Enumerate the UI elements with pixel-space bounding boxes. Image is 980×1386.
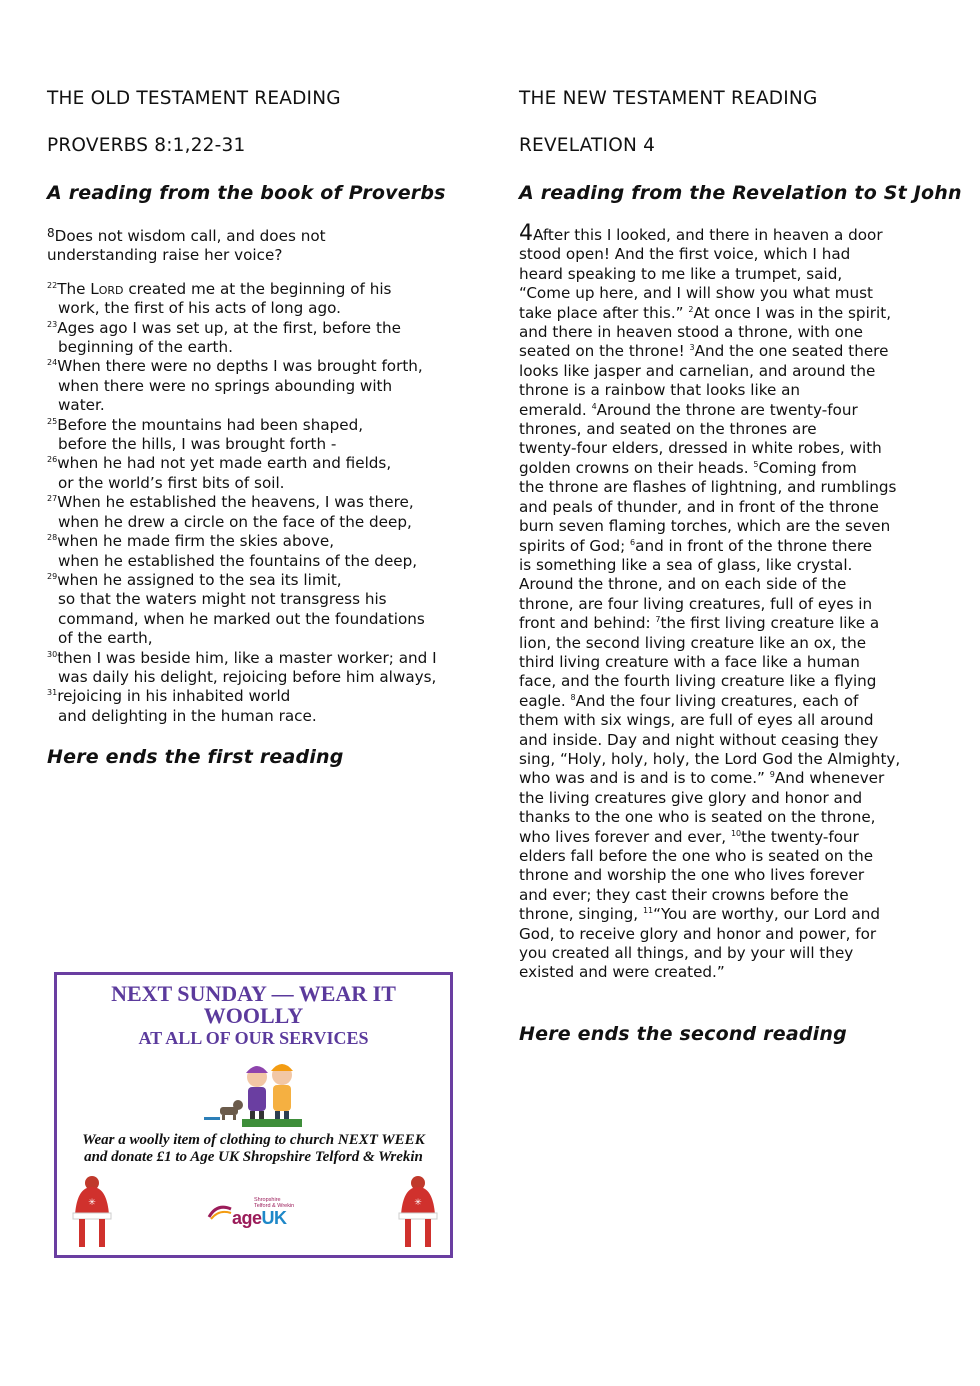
text-line: who lives forever and ever, $^{10}$the twenty-four: [519, 827, 859, 846]
woolly-hat-icon: [393, 1175, 443, 1251]
poster-description: Wear a woolly item of clothing to church NEXT WEEK and donate £1 to Age UK Shropshire Telford & Wrekin: [82, 1132, 425, 1165]
text-line: emerald. $^4$Around the throne are twenty-four: [519, 400, 858, 419]
verse-number: 30: [47, 649, 58, 659]
text-line: looks like jasper and carnelian, and around the: [519, 361, 876, 380]
text-line: golden crowns on their heads. $^5$Coming from: [519, 458, 857, 477]
text-line: “Come up here, and I will show you what must: [519, 284, 874, 303]
verse-number: 22: [47, 280, 58, 290]
verse-number: 6: [630, 537, 636, 547]
verse-number: 28: [47, 533, 58, 543]
lord-smallcaps: Lord: [90, 279, 124, 298]
verse-30: $^{30}$then I was beside him, like a master worker; and I was daily his delight, rejoicing before him always,: [47, 648, 437, 686]
verse-24: $^{24}$When there were no depths I was brought forth, when there were no springs abounding with water.: [47, 357, 423, 415]
svg-text:✳: ✳: [414, 1197, 422, 1207]
poster-subtitle: AT ALL OF OUR SERVICES: [138, 1028, 369, 1048]
text-line: 4After this I looked, and there in heaven a door: [519, 221, 883, 246]
text-line: you created all things, and by your will they: [519, 944, 854, 963]
reading-text: [519, 221, 939, 983]
verse-number: 24: [47, 358, 58, 368]
text-line: sing, “Holy, holy, holy, the Lord God the Almighty,: [519, 749, 901, 768]
wear-it-woolly-poster: [54, 972, 453, 1258]
text-line: who was and is and is to come.” $^9$And whenever: [519, 769, 885, 788]
reading-intro: A reading from the book of Proverbs: [47, 182, 446, 204]
verse-number: 23: [47, 319, 58, 329]
text-line: spirits of God; $^6$and in front of the throne there: [519, 536, 873, 555]
poster-title: NEXT SUNDAY — WEAR IT WOOLLY: [111, 981, 396, 1028]
verse-number: 29: [47, 571, 58, 581]
reading-ending: Here ends the first reading: [47, 746, 344, 769]
text-line: lion, the second living creature like an ox, the: [519, 633, 867, 652]
text-line: eagle. $^8$And the four living creatures, each of: [519, 691, 859, 710]
text-line: and peals of thunder, and in front of the throne: [519, 497, 879, 516]
text-line: thrones, and seated on the thrones are: [519, 420, 817, 439]
verse-number: 10: [730, 828, 742, 838]
verse-27: $^{27}$When he established the heavens, I was there, when he drew a circle on the face of the deep,: [47, 493, 414, 531]
verse-number: 11: [642, 906, 654, 916]
text-line: throne is a rainbow that looks like an: [519, 381, 801, 400]
age-uk-logo: Shropshire Telford & Wrekin ageUK: [232, 1197, 295, 1228]
woolly-figures-illustration: [202, 1057, 312, 1129]
verse-29: $^{29}$when he assigned to the sea its limit, so that the waters might not transgress his command, when he marked out the foundations of the earth,: [47, 570, 425, 648]
text-line: face, and the fourth living creature like a flying: [519, 672, 877, 691]
text-line: is something like a sea of glass, like crystal.: [519, 555, 853, 574]
verse-1: $^8$Does not wisdom call, and does not understanding raise her voice?: [47, 226, 326, 265]
text-line: twenty-four elders, dressed in white robes, with: [519, 439, 882, 458]
verse-25: $^{25}$Before the mountains had been shaped, before the hills, I was brought forth -: [47, 415, 364, 454]
verse-28: $^{28}$when he made firm the skies above, when he established the fountains of the deep,: [47, 532, 418, 570]
text-line: existed and were created.”: [519, 963, 725, 982]
section-heading: THE OLD TESTAMENT READING: [47, 88, 341, 109]
verse-23: $^{23}$Ages ago I was set up, at the first, before the beginning of the earth.: [47, 318, 401, 357]
text-line: and there in heaven stood a throne, with one: [519, 323, 863, 342]
verse-number: 3: [689, 343, 695, 353]
verse-22: $^{22}$The Lord created me at the beginning of his work, the first of his acts of long ago.: [47, 279, 392, 318]
text-line: third living creature with a face like a human: [519, 652, 860, 671]
chapter-number: 4: [519, 221, 533, 246]
verse-number: 9: [769, 770, 775, 780]
verse-number: 27: [47, 494, 58, 504]
verse-number: 25: [47, 416, 58, 426]
text-line: heard speaking to me like a trumpet, said,: [519, 264, 843, 283]
verse-number: 5: [753, 459, 759, 469]
verse-number: 2: [688, 304, 694, 314]
section-heading: THE NEW TESTAMENT READING: [519, 88, 818, 109]
verse-number: 26: [47, 455, 58, 465]
text-line: front and behind: $^7$the first living creature like a: [519, 614, 880, 633]
verse-31: $^{31}$rejoicing in his inhabited world and delighting in the human race.: [47, 687, 317, 725]
text-line: and inside. Day and night without ceasing they: [519, 730, 879, 749]
verse-26: $^{26}$when he had not yet made earth and fields, or the world’s first bits of soil.: [47, 454, 392, 492]
text-line: take place after this.” $^2$At once I was in the spirit,: [519, 303, 892, 322]
text-line: them with six wings, are full of eyes all around: [519, 711, 874, 730]
reading-intro: A reading from the Revelation to St John: [519, 182, 962, 204]
old-testament-column: [47, 86, 467, 770]
text-line: and ever; they cast their crowns before the: [519, 885, 849, 904]
verse-number: 8: [570, 692, 576, 702]
verse-number: 31: [47, 688, 58, 698]
woolly-hat-icon: [67, 1175, 117, 1251]
text-line: elders fall before the one who is seated on the: [519, 847, 874, 865]
text-line: throne and worship the one who lives forever: [519, 866, 865, 885]
text-line: seated on the throne! $^3$And the one seated there: [519, 342, 889, 361]
text-line: burn seven flaming torches, which are the seven: [519, 517, 891, 536]
text-line: throne, are four living creatures, full of eyes in: [519, 594, 873, 613]
text-line: the throne are flashes of lightning, and rumblings: [519, 478, 897, 497]
verse-number: 7: [655, 615, 661, 625]
reading-text: [47, 224, 467, 726]
verse-number: 4: [591, 401, 597, 411]
age-uk-swoosh-icon: [207, 1203, 233, 1221]
text-line: God, to receive glory and honor and power, for: [519, 924, 877, 943]
reading-reference: PROVERBS 8:1,22-31: [47, 135, 246, 156]
new-testament-column: [519, 86, 962, 1047]
text-line: throne, singing, $^{11}$“You are worthy, our Lord and: [519, 905, 881, 924]
reading-ending: Here ends the second reading: [519, 1022, 847, 1045]
text-line: the living creatures give glory and honor and: [519, 788, 863, 807]
verse-list: [47, 319, 467, 727]
reading-reference: REVELATION 4: [519, 135, 656, 156]
text-line: thanks to the one who is seated on the throne,: [519, 808, 876, 827]
svg-text:✳: ✳: [88, 1197, 96, 1207]
text-line: stood open! And the first voice, which I had: [519, 245, 851, 264]
chapter-number: 8: [47, 226, 55, 240]
text-line: Around the throne, and on each side of the: [519, 575, 847, 594]
